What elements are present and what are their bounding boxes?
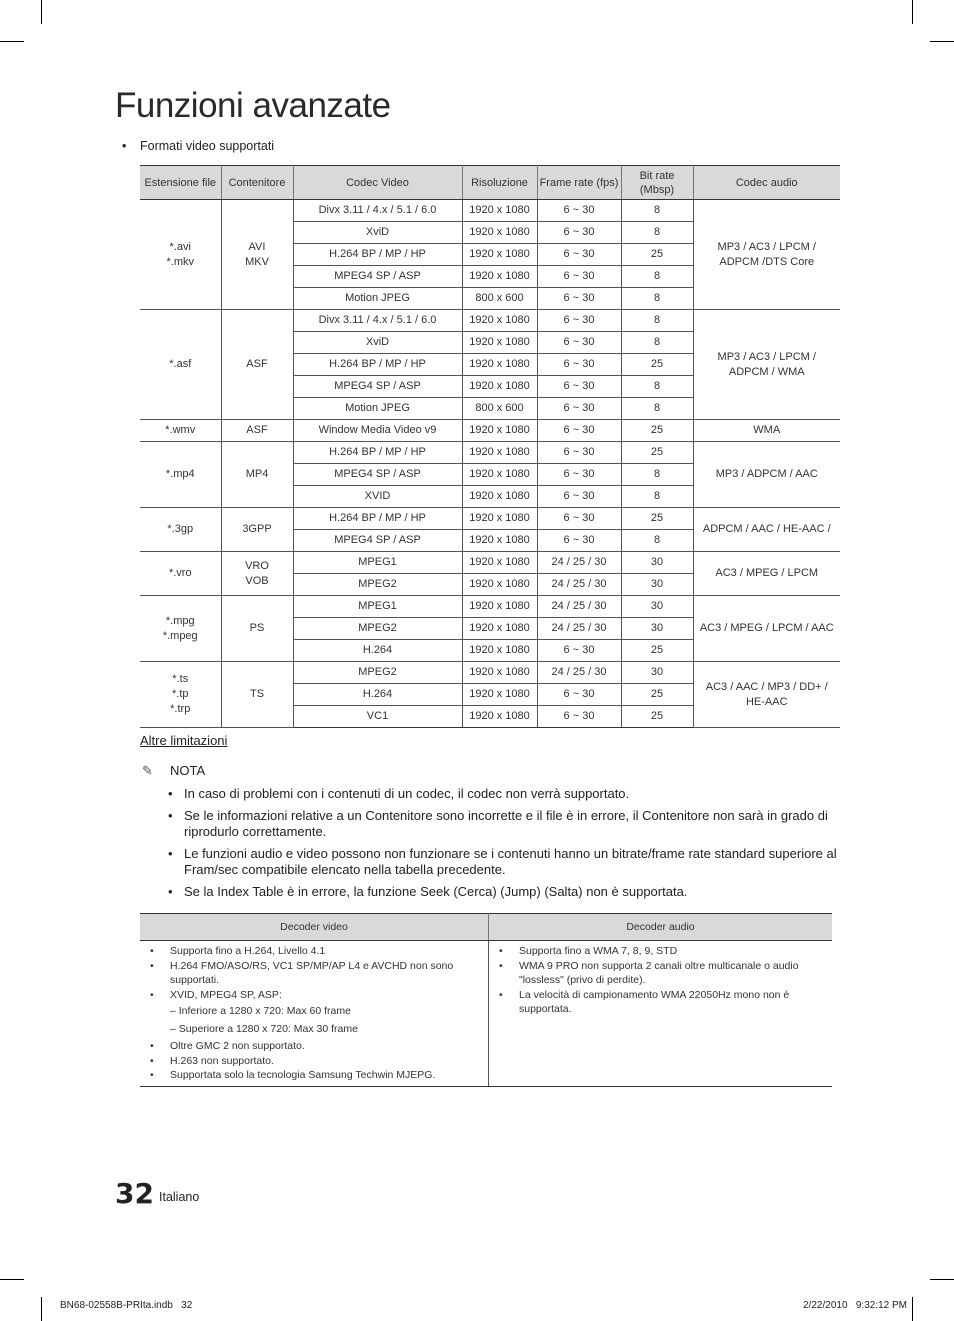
- audio-codec-cell: MP3 / AC3 / LPCM / ADPCM /DTS Core: [693, 200, 840, 310]
- resolution-cell: 1920 x 1080: [462, 464, 537, 486]
- video-codec-cell: MPEG2: [293, 662, 462, 684]
- resolution-cell: 1920 x 1080: [462, 222, 537, 244]
- header-audio-codec: Codec audio: [693, 166, 840, 200]
- footer-timestamp: 2/22/2010 9:32:12 PM: [803, 1300, 907, 1311]
- bit-rate-cell: 8: [621, 266, 693, 288]
- video-codec-cell: MPEG1: [293, 596, 462, 618]
- frame-rate-cell: 6 ~ 30: [537, 530, 621, 552]
- audio-codec-cell: ADPCM / AAC / HE-AAC /: [693, 508, 840, 552]
- video-codec-cell: H.264 BP / MP / HP: [293, 244, 462, 266]
- video-codec-cell: Divx 3.11 / 4.x / 5.1 / 6.0: [293, 310, 462, 332]
- bit-rate-cell: 30: [621, 552, 693, 574]
- video-codec-cell: Motion JPEG: [293, 288, 462, 310]
- video-codec-cell: VC1: [293, 706, 462, 728]
- video-codec-cell: XviD: [293, 332, 462, 354]
- list-item: • Supportata solo la tecnologia Samsung Techwin MJEPG.: [150, 1068, 480, 1083]
- audio-codec-cell: AC3 / MPEG / LPCM: [693, 552, 840, 596]
- intro-text: Formati video supportati: [140, 139, 275, 153]
- bit-rate-cell: 8: [621, 200, 693, 222]
- container-cell: PS: [221, 596, 293, 662]
- sub-item: – Superiore a 1280 x 720: Max 30 frame: [170, 1022, 358, 1035]
- video-codec-cell: H.264: [293, 640, 462, 662]
- table-row: [140, 662, 840, 684]
- frame-rate-cell: 24 / 25 / 30: [537, 618, 621, 640]
- bit-rate-cell: 25: [621, 244, 693, 266]
- header-resolution: Risoluzione: [462, 166, 537, 200]
- bit-rate-cell: 25: [621, 640, 693, 662]
- table-header-row: [140, 166, 840, 200]
- note-item: • In caso di problemi con i contenuti di un codec, il codec non verrà supportato.: [168, 786, 838, 803]
- video-formats-table: [140, 165, 840, 728]
- video-codec-cell: H.264 BP / MP / HP: [293, 508, 462, 530]
- resolution-cell: 1920 x 1080: [462, 552, 537, 574]
- page-language: Italiano: [159, 1190, 200, 1204]
- bit-rate-cell: 8: [621, 332, 693, 354]
- list-item: • La velocità di campionamento WMA 22050Hz mono non è supportata.: [499, 988, 824, 1017]
- page-number: 32: [115, 1177, 154, 1210]
- video-codec-cell: H.264: [293, 684, 462, 706]
- resolution-cell: 1920 x 1080: [462, 508, 537, 530]
- frame-rate-cell: 6 ~ 30: [537, 684, 621, 706]
- frame-rate-cell: 6 ~ 30: [537, 508, 621, 530]
- header-frame-rate: Frame rate (fps): [537, 166, 621, 200]
- resolution-cell: 1920 x 1080: [462, 486, 537, 508]
- container-cell: VRO VOB: [221, 552, 293, 596]
- resolution-cell: 1920 x 1080: [462, 420, 537, 442]
- list-item: • Supporta fino a H.264, Livello 4.1: [150, 944, 480, 959]
- table-row: [140, 552, 840, 574]
- header-extension: Estensione file: [140, 166, 221, 200]
- header-video-decoder: Decoder video: [140, 914, 489, 941]
- note-label: NOTA: [170, 763, 206, 778]
- audio-codec-cell: WMA: [693, 420, 840, 442]
- container-cell: MP4: [221, 442, 293, 508]
- frame-rate-cell: 6 ~ 30: [537, 310, 621, 332]
- bit-rate-cell: 25: [621, 684, 693, 706]
- bit-rate-cell: 30: [621, 574, 693, 596]
- resolution-cell: 1920 x 1080: [462, 310, 537, 332]
- header-audio-decoder: Decoder audio: [489, 914, 833, 941]
- video-codec-cell: MPEG2: [293, 574, 462, 596]
- extension-cell: *.ts *.tp *.trp: [140, 662, 221, 728]
- resolution-cell: 1920 x 1080: [462, 640, 537, 662]
- bit-rate-cell: 8: [621, 288, 693, 310]
- bit-rate-cell: 25: [621, 706, 693, 728]
- resolution-cell: 1920 x 1080: [462, 530, 537, 552]
- audio-decoder-cell: [489, 941, 833, 1087]
- bit-rate-cell: 8: [621, 376, 693, 398]
- resolution-cell: 1920 x 1080: [462, 200, 537, 222]
- note-item: • Se le informazioni relative a un Contenitore sono incorrette e il file è in errore, il Contenitore non sarà in grado di riprodurlo correttamente.: [168, 808, 838, 841]
- decoder-header-row: [140, 914, 832, 941]
- frame-rate-cell: 6 ~ 30: [537, 420, 621, 442]
- resolution-cell: 800 x 600: [462, 398, 537, 420]
- resolution-cell: 800 x 600: [462, 288, 537, 310]
- frame-rate-cell: 24 / 25 / 30: [537, 662, 621, 684]
- video-codec-cell: Window Media Video v9: [293, 420, 462, 442]
- frame-rate-cell: 6 ~ 30: [537, 706, 621, 728]
- bit-rate-cell: 25: [621, 420, 693, 442]
- bit-rate-cell: 8: [621, 398, 693, 420]
- list-item: • H.263 non supportato.: [150, 1054, 480, 1069]
- list-item: • XVID, MPEG4 SP, ASP:: [150, 988, 480, 1003]
- intro-bullet: [122, 139, 274, 153]
- video-codec-cell: MPEG1: [293, 552, 462, 574]
- video-codec-cell: H.264 BP / MP / HP: [293, 442, 462, 464]
- extension-cell: *.mpg *.mpeg: [140, 596, 221, 662]
- frame-rate-cell: 6 ~ 30: [537, 222, 621, 244]
- extension-cell: *.vro: [140, 552, 221, 596]
- container-cell: TS: [221, 662, 293, 728]
- crop-mark: [41, 1297, 42, 1321]
- frame-rate-cell: 6 ~ 30: [537, 266, 621, 288]
- list-item: • H.264 FMO/ASO/RS, VC1 SP/MP/AP L4 e AVCHD non sono supportati.: [150, 959, 480, 988]
- crop-mark: [0, 41, 24, 42]
- notes-list: [168, 786, 838, 905]
- table-row: [140, 442, 840, 464]
- pencil-icon: ✎: [142, 763, 153, 778]
- video-codec-cell: Divx 3.11 / 4.x / 5.1 / 6.0: [293, 200, 462, 222]
- header-video-codec: Codec Video: [293, 166, 462, 200]
- bit-rate-cell: 30: [621, 618, 693, 640]
- resolution-cell: 1920 x 1080: [462, 662, 537, 684]
- video-codec-cell: MPEG4 SP / ASP: [293, 530, 462, 552]
- resolution-cell: 1920 x 1080: [462, 618, 537, 640]
- frame-rate-cell: 6 ~ 30: [537, 442, 621, 464]
- bit-rate-cell: 25: [621, 354, 693, 376]
- frame-rate-cell: 6 ~ 30: [537, 486, 621, 508]
- resolution-cell: 1920 x 1080: [462, 684, 537, 706]
- frame-rate-cell: 6 ~ 30: [537, 464, 621, 486]
- bullet-icon: •: [122, 139, 127, 153]
- frame-rate-cell: 6 ~ 30: [537, 200, 621, 222]
- note-item: • Le funzioni audio e video possono non funzionare se i contenuti hanno un bitrate/frame rate standard superiore al Fram/sec compatibile elencato nella tabella precedente.: [168, 846, 838, 879]
- container-cell: ASF: [221, 310, 293, 420]
- frame-rate-cell: 6 ~ 30: [537, 376, 621, 398]
- crop-mark: [41, 0, 42, 24]
- crop-mark: [930, 41, 954, 42]
- decoder-table: [140, 913, 832, 1087]
- extension-cell: *.mp4: [140, 442, 221, 508]
- resolution-cell: 1920 x 1080: [462, 574, 537, 596]
- table-row: [140, 596, 840, 618]
- video-codec-cell: XviD: [293, 222, 462, 244]
- audio-codec-cell: MP3 / ADPCM / AAC: [693, 442, 840, 508]
- extension-cell: *.wmv: [140, 420, 221, 442]
- bit-rate-cell: 8: [621, 310, 693, 332]
- resolution-cell: 1920 x 1080: [462, 266, 537, 288]
- frame-rate-cell: 24 / 25 / 30: [537, 552, 621, 574]
- resolution-cell: 1920 x 1080: [462, 596, 537, 618]
- list-item: • Oltre GMC 2 non supportato.: [150, 1039, 480, 1054]
- audio-codec-cell: AC3 / AAC / MP3 / DD+ / HE-AAC: [693, 662, 840, 728]
- table-row: [140, 508, 840, 530]
- frame-rate-cell: 6 ~ 30: [537, 398, 621, 420]
- crop-mark: [930, 1279, 954, 1280]
- audio-codec-cell: AC3 / MPEG / LPCM / AAC: [693, 596, 840, 662]
- container-cell: 3GPP: [221, 508, 293, 552]
- frame-rate-cell: 6 ~ 30: [537, 244, 621, 266]
- resolution-cell: 1920 x 1080: [462, 706, 537, 728]
- frame-rate-cell: 24 / 25 / 30: [537, 596, 621, 618]
- frame-rate-cell: 24 / 25 / 30: [537, 574, 621, 596]
- page-title: Funzioni avanzate: [115, 86, 391, 125]
- video-decoder-cell: [140, 941, 489, 1087]
- resolution-cell: 1920 x 1080: [462, 332, 537, 354]
- list-item: • WMA 9 PRO non supporta 2 canali oltre multicanale o audio "lossless" (privo di perdite).: [499, 959, 824, 988]
- container-cell: AVI MKV: [221, 200, 293, 310]
- table-row: [140, 420, 840, 442]
- extension-cell: *.asf: [140, 310, 221, 420]
- resolution-cell: 1920 x 1080: [462, 442, 537, 464]
- bit-rate-cell: 30: [621, 662, 693, 684]
- video-codec-cell: MPEG4 SP / ASP: [293, 266, 462, 288]
- frame-rate-cell: 6 ~ 30: [537, 332, 621, 354]
- table-row: [140, 200, 840, 222]
- header-bit-rate: Bit rate (Mbsp): [621, 166, 693, 200]
- crop-mark: [0, 1279, 24, 1280]
- video-codec-cell: XVID: [293, 486, 462, 508]
- video-codec-cell: MPEG2: [293, 618, 462, 640]
- frame-rate-cell: 6 ~ 30: [537, 640, 621, 662]
- video-codec-cell: Motion JPEG: [293, 398, 462, 420]
- bit-rate-cell: 8: [621, 530, 693, 552]
- extension-cell: *.3gp: [140, 508, 221, 552]
- bit-rate-cell: 8: [621, 222, 693, 244]
- resolution-cell: 1920 x 1080: [462, 244, 537, 266]
- resolution-cell: 1920 x 1080: [462, 376, 537, 398]
- note-item: • Se la Index Table è in errore, la funzione Seek (Cerca) (Jump) (Salta) non è supportata.: [168, 884, 838, 901]
- container-cell: ASF: [221, 420, 293, 442]
- decoder-row: [140, 941, 832, 1087]
- video-codec-cell: MPEG4 SP / ASP: [293, 376, 462, 398]
- table-body: [140, 200, 840, 728]
- list-item: • Supporta fino a WMA 7, 8, 9, STD: [499, 944, 824, 959]
- video-codec-cell: H.264 BP / MP / HP: [293, 354, 462, 376]
- frame-rate-cell: 6 ~ 30: [537, 288, 621, 310]
- extension-cell: *.avi *.mkv: [140, 200, 221, 310]
- bit-rate-cell: 25: [621, 508, 693, 530]
- bit-rate-cell: 30: [621, 596, 693, 618]
- audio-codec-cell: MP3 / AC3 / LPCM / ADPCM / WMA: [693, 310, 840, 420]
- footer-file-info: BN68-02558B-PRIta.indb 32: [60, 1300, 193, 1311]
- sub-item: – Inferiore a 1280 x 720: Max 60 frame: [170, 1005, 351, 1017]
- header-container: Contenitore: [221, 166, 293, 200]
- resolution-cell: 1920 x 1080: [462, 354, 537, 376]
- other-limits-heading: Altre limitazioni: [140, 733, 228, 748]
- crop-mark: [912, 0, 913, 24]
- video-codec-cell: MPEG4 SP / ASP: [293, 464, 462, 486]
- bit-rate-cell: 8: [621, 464, 693, 486]
- crop-mark: [912, 1297, 913, 1321]
- bit-rate-cell: 8: [621, 486, 693, 508]
- note-heading: [142, 763, 205, 779]
- frame-rate-cell: 6 ~ 30: [537, 354, 621, 376]
- bit-rate-cell: 25: [621, 442, 693, 464]
- table-row: [140, 310, 840, 332]
